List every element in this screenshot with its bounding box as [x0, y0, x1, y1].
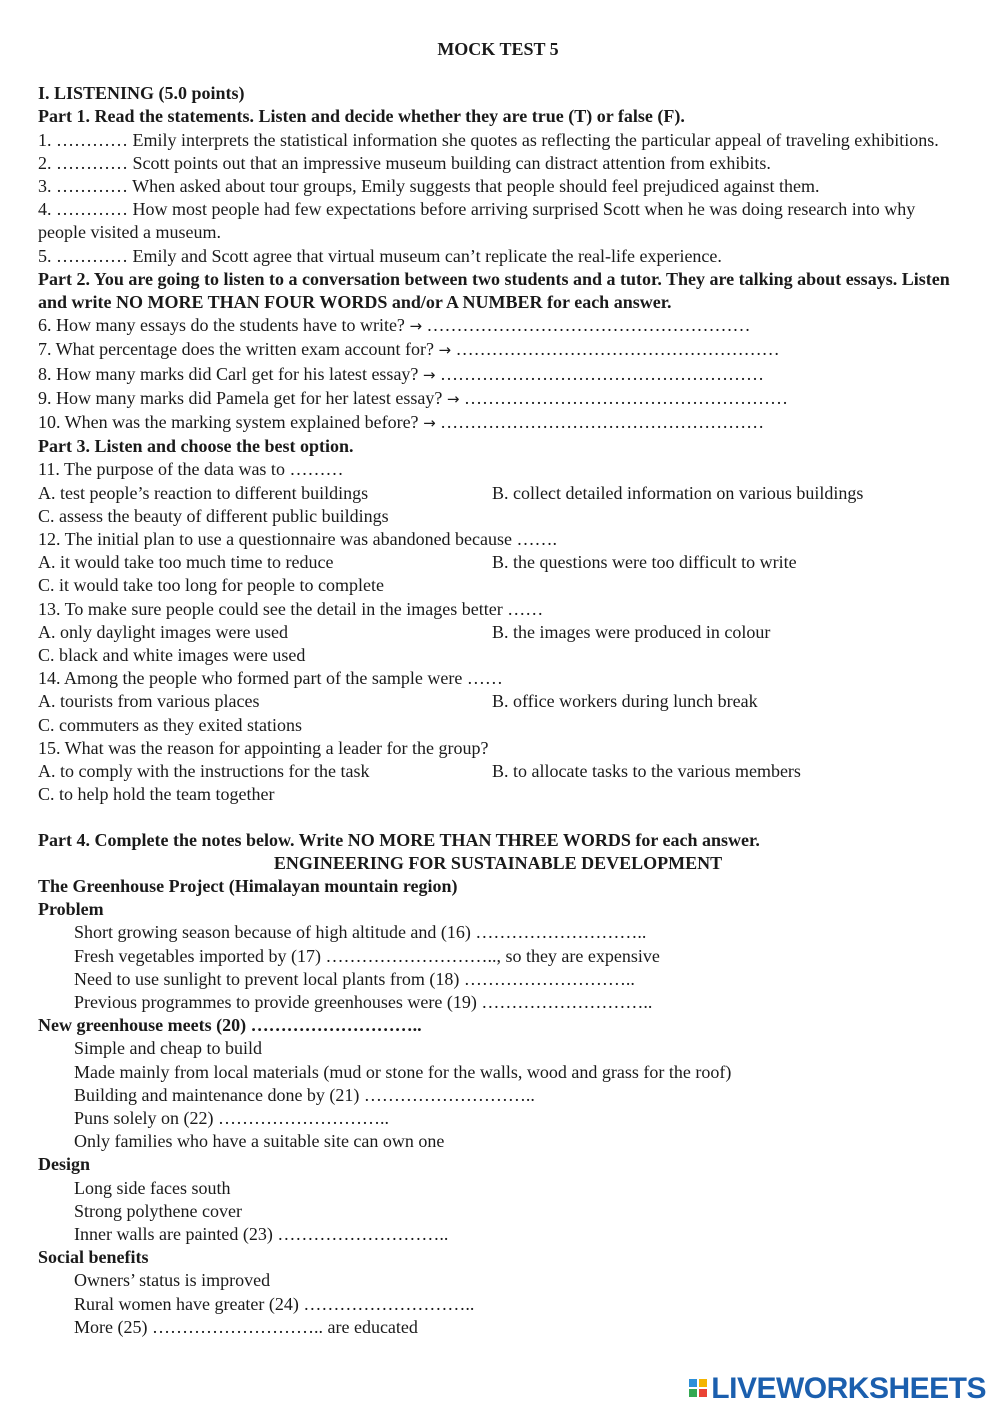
- question-text: 15. What was the reason for appointing a leader for the group?: [38, 737, 489, 758]
- spacer: [38, 807, 958, 829]
- tf-item-1[interactable]: 1. ………… Emily interprets the statistical information she quotes as reflecting the particular appeal of traveling exhibitions.: [38, 129, 939, 150]
- answer-blank[interactable]: ………………………………………………: [455, 339, 780, 360]
- note-line[interactable]: Need to use sunlight to prevent local plants from (18) ………………………..: [74, 968, 635, 989]
- option-b[interactable]: B. collect detailed information on various buildings: [492, 482, 864, 503]
- note-line[interactable]: Fresh vegetables imported by (17) ……………………….., so they are expensive: [74, 945, 660, 966]
- option-b[interactable]: B. the questions were too difficult to write: [492, 552, 797, 573]
- option-c[interactable]: C. black and white images were used: [38, 645, 306, 666]
- note-line[interactable]: Building and maintenance done by (21) ………………………..: [74, 1084, 535, 1105]
- notes-title: ENGINEERING FOR SUSTAINABLE DEVELOPMENT: [273, 852, 723, 873]
- logo-square: [689, 1389, 697, 1397]
- tf-item-3[interactable]: 3. ………… When asked about tour groups, Emily suggests that people should feel prejudiced against them.: [38, 176, 820, 197]
- note-line[interactable]: More (25) ……………………….. are educated: [74, 1316, 418, 1337]
- arrow-right-icon: →: [423, 414, 436, 433]
- question-text: 7. What percentage does the written exam account for?: [38, 339, 434, 360]
- answer-blank[interactable]: ………………………………………………: [440, 363, 764, 384]
- answer-blank[interactable]: ………………………………………………: [440, 412, 765, 433]
- note-line[interactable]: Short growing season because of high altitude and (16) ………………………..: [74, 922, 647, 943]
- mc-question-15: [38, 737, 958, 807]
- tf-item-2[interactable]: 2. ………… Scott points out that an impressive museum building can distract attention from exhibits.: [38, 152, 771, 173]
- arrow-right-icon: →: [438, 341, 452, 360]
- arrow-right-icon: →: [409, 317, 423, 336]
- question-text: 14. Among the people who formed part of the sample were ……: [38, 668, 503, 689]
- note-line[interactable]: Puns solely on (22) ………………………..: [74, 1107, 389, 1128]
- question-text: 12. The initial plan to use a questionnaire was abandoned because …….: [38, 529, 558, 550]
- mc-question-13: [38, 598, 958, 668]
- option-a[interactable]: A. to comply with the instructions for the task: [38, 761, 370, 782]
- arrow-right-icon: →: [422, 365, 436, 384]
- short-answer-6: [38, 314, 958, 338]
- note-line[interactable]: Previous programmes to provide greenhouses were (19) ………………………..: [74, 991, 653, 1012]
- worksheet-page: [38, 38, 958, 1339]
- short-answer-7: [38, 338, 958, 362]
- part1-heading: Part 1. Read the statements. Listen and decide whether they are true (T) or false (F).: [38, 106, 685, 127]
- option-b[interactable]: B. the images were produced in colour: [492, 621, 771, 642]
- logo-mark-icon: [689, 1379, 707, 1397]
- question-text: 6. How many essays do the students have to write?: [38, 315, 405, 336]
- logo-square: [699, 1389, 707, 1397]
- project-title: The Greenhouse Project (Himalayan mountain region): [38, 875, 458, 896]
- notes-group-label: Design: [38, 1154, 91, 1175]
- arrow-right-icon: →: [446, 389, 460, 408]
- option-a[interactable]: A. test people’s reaction to different buildings: [38, 482, 369, 503]
- tf-item-4[interactable]: 4. ………… How most people had few expectations before arriving surprised Scott when he was doing research into why people visited a museum.: [38, 199, 916, 243]
- section-heading: I. LISTENING (5.0 points): [38, 83, 245, 104]
- question-text: 8. How many marks did Carl get for his latest essay?: [38, 363, 419, 384]
- option-c[interactable]: C. it would take too long for people to complete: [38, 575, 384, 596]
- answer-blank[interactable]: ………………………………………………: [426, 315, 751, 336]
- option-c[interactable]: C. to help hold the team together: [38, 784, 275, 805]
- page-title: MOCK TEST 5: [437, 39, 559, 59]
- option-a[interactable]: A. only daylight images were used: [38, 621, 288, 642]
- option-b[interactable]: B. office workers during lunch break: [492, 691, 758, 712]
- notes-group-label: Social benefits: [38, 1247, 149, 1268]
- option-a[interactable]: A. tourists from various places: [38, 691, 260, 712]
- answer-blank[interactable]: ………………………………………………: [463, 387, 788, 408]
- option-a[interactable]: A. it would take too much time to reduce: [38, 552, 334, 573]
- logo-text: LIVEWORKSHEETS: [711, 1371, 986, 1405]
- mc-question-12: [38, 528, 958, 598]
- short-answer-10: [38, 411, 958, 435]
- short-answer-8: [38, 363, 958, 387]
- note-line: Owners’ status is improved: [74, 1270, 271, 1291]
- note-line[interactable]: Inner walls are painted (23) ………………………..: [74, 1223, 449, 1244]
- logo-square: [689, 1379, 697, 1387]
- option-b[interactable]: B. to allocate tasks to the various members: [492, 761, 801, 782]
- question-text: 9. How many marks did Pamela get for her latest essay?: [38, 387, 443, 408]
- note-line: Only families who have a suitable site can own one: [74, 1131, 445, 1152]
- question-text: 11. The purpose of the data was to ………: [38, 459, 344, 480]
- note-line: Long side faces south: [74, 1177, 231, 1198]
- note-line: Simple and cheap to build: [74, 1038, 262, 1059]
- notes-group-label[interactable]: New greenhouse meets (20) ………………………..: [38, 1015, 422, 1036]
- liveworksheets-logo: [689, 1371, 986, 1405]
- option-c[interactable]: C. commuters as they exited stations: [38, 714, 302, 735]
- mc-question-11: [38, 458, 958, 528]
- short-answer-9: [38, 387, 958, 411]
- question-text: 13. To make sure people could see the detail in the images better ……: [38, 598, 544, 619]
- question-text: 10. When was the marking system explained before?: [38, 412, 419, 433]
- mc-question-14: [38, 667, 958, 737]
- notes-group-label: Problem: [38, 899, 104, 920]
- part3-heading: Part 3. Listen and choose the best option.: [38, 436, 354, 457]
- tf-item-5[interactable]: 5. ………… Emily and Scott agree that virtual museum can’t replicate the real-life experience.: [38, 245, 722, 266]
- note-line: Strong polythene cover: [74, 1200, 242, 1221]
- logo-square: [699, 1379, 707, 1387]
- part4-heading: Part 4. Complete the notes below. Write NO MORE THAN THREE WORDS for each answer.: [38, 829, 760, 850]
- note-line: Made mainly from local materials (mud or stone for the walls, wood and grass for the roof): [74, 1061, 732, 1082]
- option-c[interactable]: C. assess the beauty of different public buildings: [38, 505, 389, 526]
- note-line[interactable]: Rural women have greater (24) ………………………..: [74, 1293, 475, 1314]
- part2-heading: Part 2. You are going to listen to a conversation between two students and a tutor. They are talking about essays. Listen and write NO MORE THAN FOUR WORDS and/or A NUMBER for each answer.: [38, 268, 950, 313]
